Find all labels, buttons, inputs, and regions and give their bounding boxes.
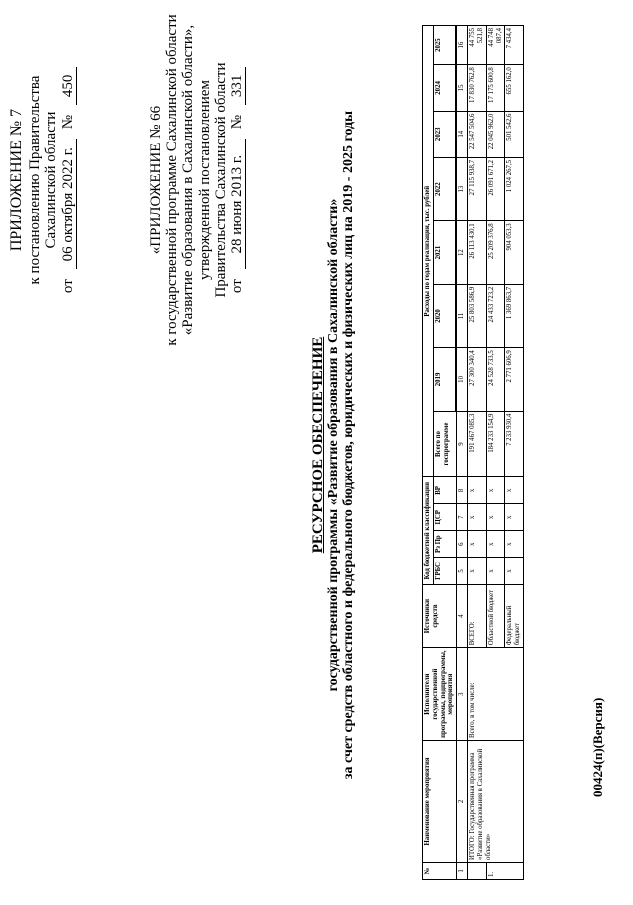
document-title: РЕСУРСНОЕ ОБЕСПЕЧЕНИЕ [310, 336, 326, 554]
colnum: 7 [457, 504, 468, 531]
cell-2019: 27 300 340,4 [468, 348, 487, 411]
cell-2025: 44 748 087,4 [486, 26, 505, 65]
cell-2020: 24 433 723,2 [486, 284, 505, 347]
appendix66-line4: Правительства Сахалинской области [212, 62, 229, 298]
appendix-from-label: от [59, 279, 76, 294]
colnum: 6 [457, 531, 468, 558]
appendix-line1: к постановлению Правительства [27, 75, 44, 285]
appendix-header [8, 0, 77, 360]
cell-2023: 501 542,6 [505, 111, 524, 157]
colnum: 12 [457, 221, 468, 284]
table-body [468, 26, 524, 880]
cell-2021: 26 113 430,1 [468, 221, 487, 284]
appendix66-from-label: от [228, 279, 245, 294]
cell-2024: 17 830 762,8 [468, 65, 487, 111]
document-subtitle-2: за счет средств областного и федерального бюджетов, юридических и физических лиц на 2019 - 2025 годы [341, 110, 357, 780]
cell-2025: 7 434,4 [505, 26, 524, 65]
colnum: 13 [457, 157, 468, 220]
cell-grbs: х [468, 558, 487, 585]
th-event: Наименование мероприятия [423, 740, 457, 862]
cell-2019: 24 528 733,5 [486, 348, 505, 411]
cell-vr: х [486, 477, 505, 504]
th-executors: Исполнители государственной программы, подпрограммы, мероприятия [423, 648, 457, 741]
th-budget-code: Код бюджетной классификации [423, 477, 434, 584]
th-year-2019: 2019 [433, 348, 455, 411]
colnum: 3 [457, 648, 468, 741]
th-rz-pr: Рз Пр [433, 531, 456, 558]
funding-table [422, 25, 524, 880]
cell-2025: 44 755 521,8 [468, 26, 487, 65]
th-csr: ЦСР [433, 504, 456, 531]
colnum: 15 [457, 65, 468, 111]
cell-2021: 25 209 376,8 [486, 221, 505, 284]
cell-event: ИТОГО: Государственная программа «Развитие образования в Сахалинской области» [468, 740, 524, 862]
colnum: 8 [457, 477, 468, 504]
cell-grbs: х [505, 558, 524, 585]
cell-total: 7 233 930,4 [505, 411, 524, 477]
cell-2019: 2 771 606,9 [505, 348, 524, 411]
cell-total: 184 233 154,9 [486, 411, 505, 477]
th-sources: Источники средств [423, 584, 457, 647]
appendix-number-sign: № [59, 114, 76, 130]
table-row [468, 26, 487, 880]
appendix66-line1: к государственной программе Сахалинской области [164, 14, 181, 346]
colnum: 9 [457, 411, 468, 477]
colnum: 11 [457, 284, 468, 347]
th-year-2021: 2021 [433, 221, 455, 284]
appendix66-header [148, 0, 246, 360]
cell-num [468, 862, 487, 879]
th-year-2020: 2020 [433, 284, 455, 347]
appendix66-date-line [229, 0, 246, 360]
cell-executor: Всего, в том числе: [468, 648, 524, 741]
cell-csr: х [468, 504, 487, 531]
cell-vr: х [505, 477, 524, 504]
cell-2021: 904 053,3 [505, 221, 524, 284]
th-vr: ВР [433, 477, 456, 504]
cell-2022: 1 024 267,5 [505, 157, 524, 220]
colnum: 14 [457, 111, 468, 157]
column-number-row [457, 26, 468, 880]
appendix66-line3: утвержденной постановлением [196, 80, 213, 280]
cell-csr: х [486, 504, 505, 531]
cell-2023: 22 547 504,6 [468, 111, 487, 157]
colnum: 4 [457, 584, 468, 647]
cell-rz-pr: х [505, 531, 524, 558]
th-grbs: ГРБС [433, 558, 456, 585]
cell-2023: 22 045 962,0 [486, 111, 505, 157]
appendix-line2: Сахалинской области [43, 111, 60, 249]
th-year-2023: 2023 [433, 111, 455, 157]
cell-2020: 25 803 586,9 [468, 284, 487, 347]
cell-2022: 27 115 938,7 [468, 157, 487, 220]
document-subtitle-1: государственной программы «Развитие образования в Сахалинской области» [326, 198, 342, 692]
colnum: 10 [457, 348, 468, 411]
table-head [423, 26, 468, 880]
th-expenses: Расходы по годам реализации, тыс. рублей [423, 26, 434, 477]
appendix-title: ПРИЛОЖЕНИЕ № 7 [8, 108, 25, 252]
cell-2024: 655 162,0 [505, 65, 524, 111]
appendix66-date: 28 июня 2013 г. [229, 139, 246, 269]
cell-2024: 17 175 600,8 [486, 65, 505, 111]
cell-vr: х [468, 477, 487, 504]
cell-2020: 1 369 863,7 [505, 284, 524, 347]
th-num: № [423, 862, 457, 879]
cell-rz-pr: х [468, 531, 487, 558]
cell-2022: 26 091 671,2 [486, 157, 505, 220]
th-total: Всего по госпрограмме [433, 411, 456, 477]
cell-source: Федеральный бюджет [505, 584, 524, 647]
cell-num: 1. [486, 862, 523, 879]
appendix-date: 06 октября 2022 г. [60, 139, 77, 269]
appendix66-line2: «Развитие образования в Сахалинской области», [180, 24, 197, 336]
appendix66-number: 331 [229, 67, 246, 105]
colnum: 16 [457, 26, 468, 65]
appendix66-title: «ПРИЛОЖЕНИЕ № 66 [148, 105, 164, 255]
cell-grbs: х [486, 558, 505, 585]
cell-source: ВСЕГО: [468, 584, 487, 647]
colnum: 2 [457, 740, 468, 862]
th-year-2025: 2025 [433, 26, 455, 65]
cell-csr: х [505, 504, 524, 531]
appendix-date-line [60, 0, 77, 360]
appendix-number: 450 [60, 67, 77, 105]
document-title-block [310, 45, 356, 845]
th-year-2022: 2022 [433, 157, 455, 220]
version-footer: 00424(п)(Версия) [590, 697, 605, 797]
cell-total: 191 467 085,3 [468, 411, 487, 477]
colnum: 1 [457, 862, 468, 879]
cell-source: Областной бюджет [486, 584, 505, 647]
cell-rz-pr: х [486, 531, 505, 558]
appendix66-number-sign: № [228, 114, 245, 130]
th-year-2024: 2024 [433, 65, 455, 111]
colnum: 5 [457, 558, 468, 585]
